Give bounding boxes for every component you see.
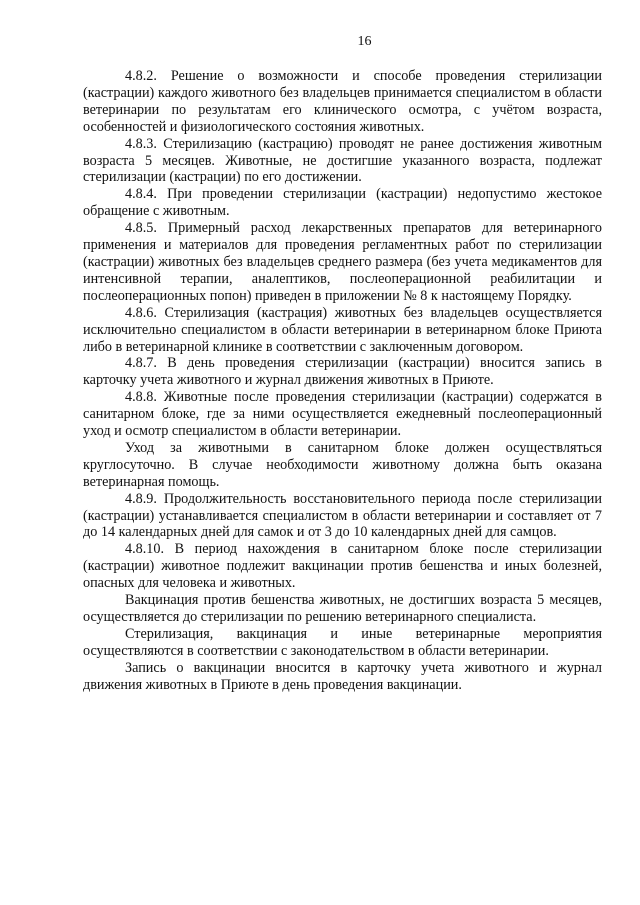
paragraph-vaccination-record: Запись о вакцинации вносится в карточку учета животного и журнал движения животных в Приюте в день проведения вакцинации. [83, 659, 602, 693]
paragraph-4-8-2: 4.8.2. Решение о возможности и способе проведения стерилизации (кастрации) каждого животного без владельцев принимается специалистом в области ветеринарии по результатам его клинического осмотра, с учётом возраста, особенностей и физиологического состояния животных. [83, 68, 602, 135]
paragraph-veterinary-measures: Стерилизация, вакцинация и иные ветеринарные мероприятия осуществляются в соответствии с законодательством в области ветеринарии. [83, 625, 602, 659]
paragraph-4-8-10: 4.8.10. В период нахождения в санитарном блоке после стерилизации (кастрации) животное подлежит вакцинации против бешенства и иных болезней, опасных для человека и животных. [83, 541, 602, 592]
paragraph-care: Уход за животными в санитарном блоке должен осуществляться круглосуточно. В случае необходимости животному должна быть оказана ветеринарная помощь. [83, 439, 602, 490]
paragraph-4-8-7: 4.8.7. В день проведения стерилизации (кастрации) вносится запись в карточку учета животного и журнал движения животных в Приюте. [83, 355, 602, 389]
paragraph-rabies-vaccination: Вакцинация против бешенства животных, не достигших возраста 5 месяцев, осуществляется до стерилизации по решению ветеринарного специалиста. [83, 592, 602, 625]
paragraph-4-8-9: 4.8.9. Продолжительность восстановительного периода после стерилизации (кастрации) устанавливается специалистом в области ветеринарии и составляет от 7 до 14 календарных дней для самок и от 3 до 10 календарных дней для самцов. [83, 490, 602, 541]
paragraph-4-8-8: 4.8.8. Животные после проведения стерилизации (кастрации) содержатся в санитарном блоке, где за ними осуществляется ежедневный послеоперационный уход и осмотр специалистом в области ветеринарии. [83, 389, 602, 440]
paragraph-4-8-4: 4.8.4. При проведении стерилизации (кастрации) недопустимо жестокое обращение с животным. [83, 186, 602, 220]
paragraph-4-8-6: 4.8.6. Стерилизация (кастрация) животных без владельцев осуществляется исключительно специалистом в области ветеринарии в ветеринарном блоке Приюта либо в ветеринарной клинике в соответствии с заключенным договором. [83, 304, 602, 355]
paragraph-4-8-3: 4.8.3. Стерилизацию (кастрацию) проводят не ранее достижения животным возраста 5 месяцев. Животные, не достигшие указанного возраста, подлежат стерилизации (кастрации) по его достижении. [83, 135, 602, 186]
paragraph-4-8-5: 4.8.5. Примерный расход лекарственных препаратов для ветеринарного применения и материалов для проведения регламентных работ по стерилизации (кастрации) животных без владельцев среднего размера (без учета медикаментов для интенсивной терапии, аналептиков, послеоперационной реабилитации и послеоперационных попон) приведен в приложении № 8 к настоящему Порядку. [83, 220, 602, 304]
page-number: 16 [357, 34, 372, 49]
